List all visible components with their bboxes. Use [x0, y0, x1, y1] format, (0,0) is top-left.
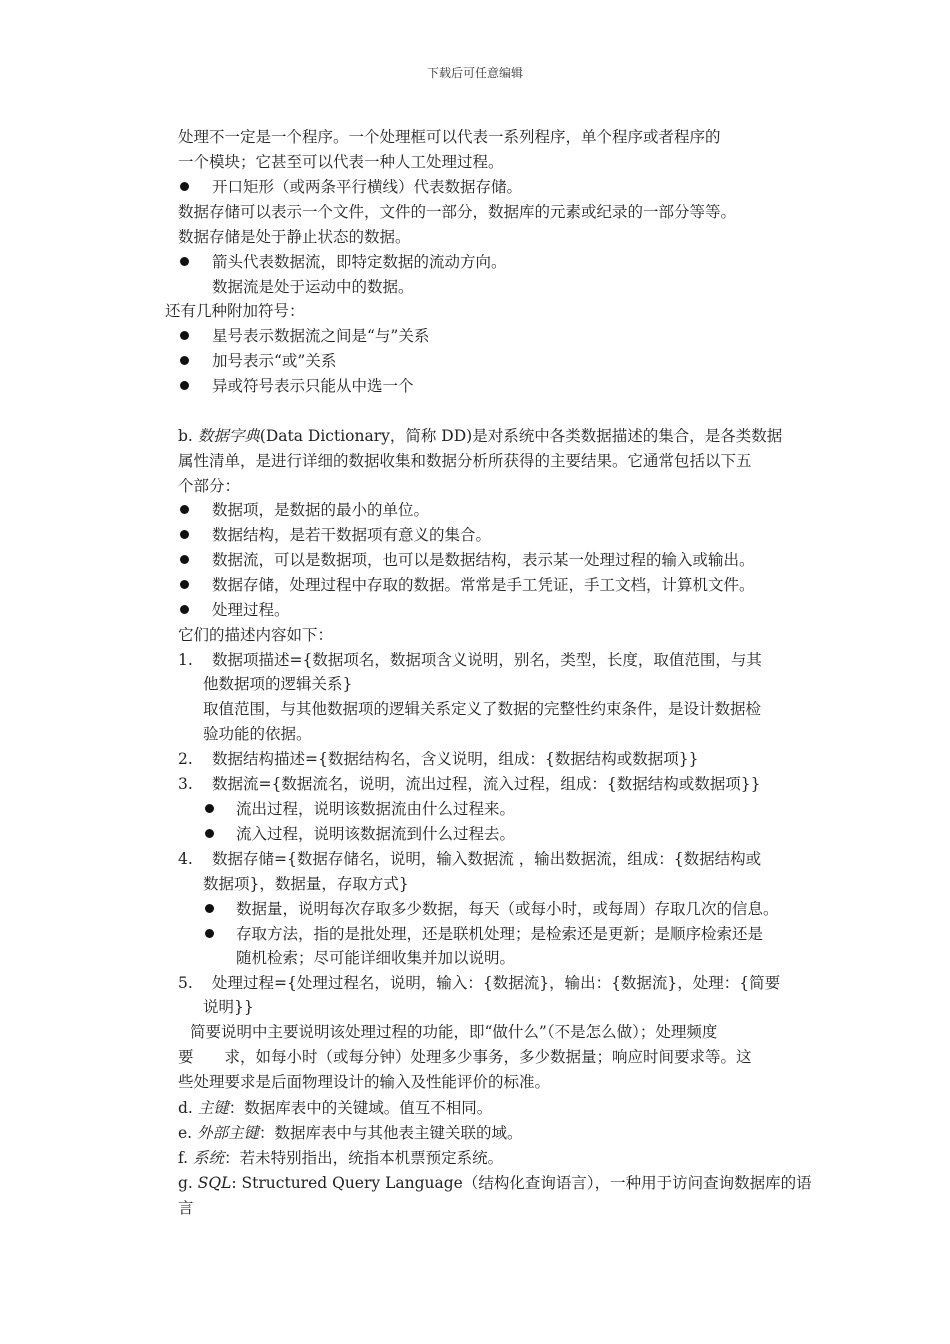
- list-number: 1.: [178, 651, 193, 669]
- bullet-text-store: 开口矩形（或两条平行横线）代表数据存储。: [212, 178, 523, 196]
- dd-item: 数据存储，处理过程中存取的数据。常常是手工凭证，手工文档，计算机文件。: [212, 576, 755, 594]
- list-item-3: 数据流={数据流名，说明，流出过程，流入过程，组成：{数据结构或数据项}}: [212, 775, 761, 793]
- sub-item: 存取方法，指的是批处理，还是联机处理；是检索还是更新；是顺序检索还是: [236, 925, 764, 943]
- list-number: 3.: [178, 775, 193, 793]
- sub-item-cont: 随机检索；尽可能详细收集并加以说明。: [236, 949, 516, 967]
- list-item-1: 数据项描述={数据项名，数据项含义说明，别名，类型，长度，取值范围，与其: [212, 651, 762, 669]
- bullet-icon: [180, 381, 189, 390]
- dd-term: 数据字典: [197, 427, 260, 445]
- list-item-4: 数据存储={数据存储名，说明，输入数据流 ，输出数据流，组成：{数据结构或: [212, 850, 762, 868]
- list-number: 5.: [178, 974, 193, 992]
- list-item-1-note-cont: 验功能的依据。: [203, 725, 312, 743]
- list-item-1-note: 取值范围，与其他数据项的逻辑关系定义了数据的完整性约束条件，是设计数据检: [203, 700, 762, 718]
- dd-item: 处理过程。: [212, 601, 290, 619]
- list-item-1-cont: 他数据项的逻辑关系}: [203, 675, 353, 693]
- bullet-icon: [180, 580, 189, 589]
- def-sql-cont: 言: [178, 1199, 194, 1217]
- list-number: 2.: [178, 750, 193, 768]
- intro-line-6: 还有几种附加符号：: [165, 302, 305, 320]
- sub-item: 流出过程，说明该数据流由什么过程来。: [236, 800, 516, 818]
- intro-line-5: 数据流是处于运动中的数据。: [212, 278, 414, 296]
- list-item-5-cont: 说明}}: [203, 998, 254, 1016]
- bullet-icon: [180, 257, 189, 266]
- def-system: f. 系统：若未特别指出，统指本机票预定系统。: [178, 1149, 504, 1167]
- list-item-2: 数据结构描述={数据结构名，含义说明，组成：{数据结构或数据项}}: [212, 750, 699, 768]
- list-item-4-cont: 数据项}，数据量，存取方式}: [203, 875, 409, 893]
- page-header: 下载后可任意编辑: [426, 66, 523, 80]
- intro-line-4: 数据存储是处于静止状态的数据。: [178, 228, 411, 246]
- bullet-icon: [180, 605, 189, 614]
- bullet-icon: [180, 182, 189, 191]
- bullet-icon: [205, 804, 214, 813]
- list-item-5: 处理过程={处理过程名，说明，输入：{数据流}，输出：{数据流}，处理：{简要: [212, 974, 781, 992]
- bullet-icon: [180, 505, 189, 514]
- list-number: 4.: [178, 850, 193, 868]
- def-sql: g. SQL: Structured Query Language（结构化查询语言），一种用于访问查询数据库的语: [178, 1174, 812, 1192]
- bullet-icon: [205, 829, 214, 838]
- bullet-text-flow: 箭头代表数据流，即特定数据的流动方向。: [212, 253, 507, 271]
- dd-item: 数据结构，是若干数据项有意义的集合。: [212, 526, 492, 544]
- dd-item: 数据流，可以是数据项，也可以是数据结构，表示某一处理过程的输入或输出。: [212, 551, 755, 569]
- def-foreign-key: e. 外部主键：数据库表中与其他表主键关联的域。: [178, 1124, 523, 1142]
- bullet-text-or: 加号表示“或”关系: [212, 352, 337, 370]
- dd-line-1: b. 数据字典(Data Dictionary，简称 DD)是对系统中各类数据描述的集合，是各类数据: [178, 427, 783, 445]
- sub-item: 数据量，说明每次存取多少数据，每天（或每小时，或每周）存取几次的信息。: [236, 900, 779, 918]
- tail-line-2: 要 求，如每小时（或每分钟）处理多少事务，多少数据量；响应时间要求等。这: [178, 1048, 752, 1066]
- bullet-icon: [180, 555, 189, 564]
- tail-line-1: 简要说明中主要说明该处理过程的功能，即“做什么”（不是怎么做）；处理频度: [190, 1023, 718, 1041]
- bullet-icon: [205, 904, 214, 913]
- sub-item: 流入过程，说明该数据流到什么过程去。: [236, 825, 516, 843]
- dd-desc: 它们的描述内容如下：: [178, 626, 334, 644]
- dd-item: 数据项，是数据的最小的单位。: [212, 501, 430, 519]
- def-primary-key: d. 主键：数据库表中的关键域。值互不相同。: [178, 1099, 493, 1117]
- dd-line-3: 个部分：: [178, 477, 241, 495]
- bullet-icon: [180, 530, 189, 539]
- intro-line-2: 一个模块；它甚至可以代表一种人工处理过程。: [178, 153, 504, 171]
- bullet-text-and: 星号表示数据流之间是“与”关系: [212, 327, 430, 345]
- bullet-text-xor: 异或符号表示只能从中选一个: [212, 377, 414, 395]
- bullet-icon: [180, 331, 189, 340]
- bullet-icon: [180, 356, 189, 365]
- tail-line-3: 些处理要求是后面物理设计的输入及性能评价的标准。: [178, 1073, 551, 1091]
- dd-line-2: 属性清单，是进行详细的数据收集和数据分析所获得的主要结果。它通常包括以下五: [178, 452, 752, 470]
- bullet-icon: [205, 929, 214, 938]
- intro-line-3: 数据存储可以表示一个文件，文件的一部分，数据库的元素或纪录的一部分等等。: [178, 203, 737, 221]
- intro-line-1: 处理不一定是一个程序。一个处理框可以代表一系列程序，单个程序或者程序的: [178, 128, 721, 146]
